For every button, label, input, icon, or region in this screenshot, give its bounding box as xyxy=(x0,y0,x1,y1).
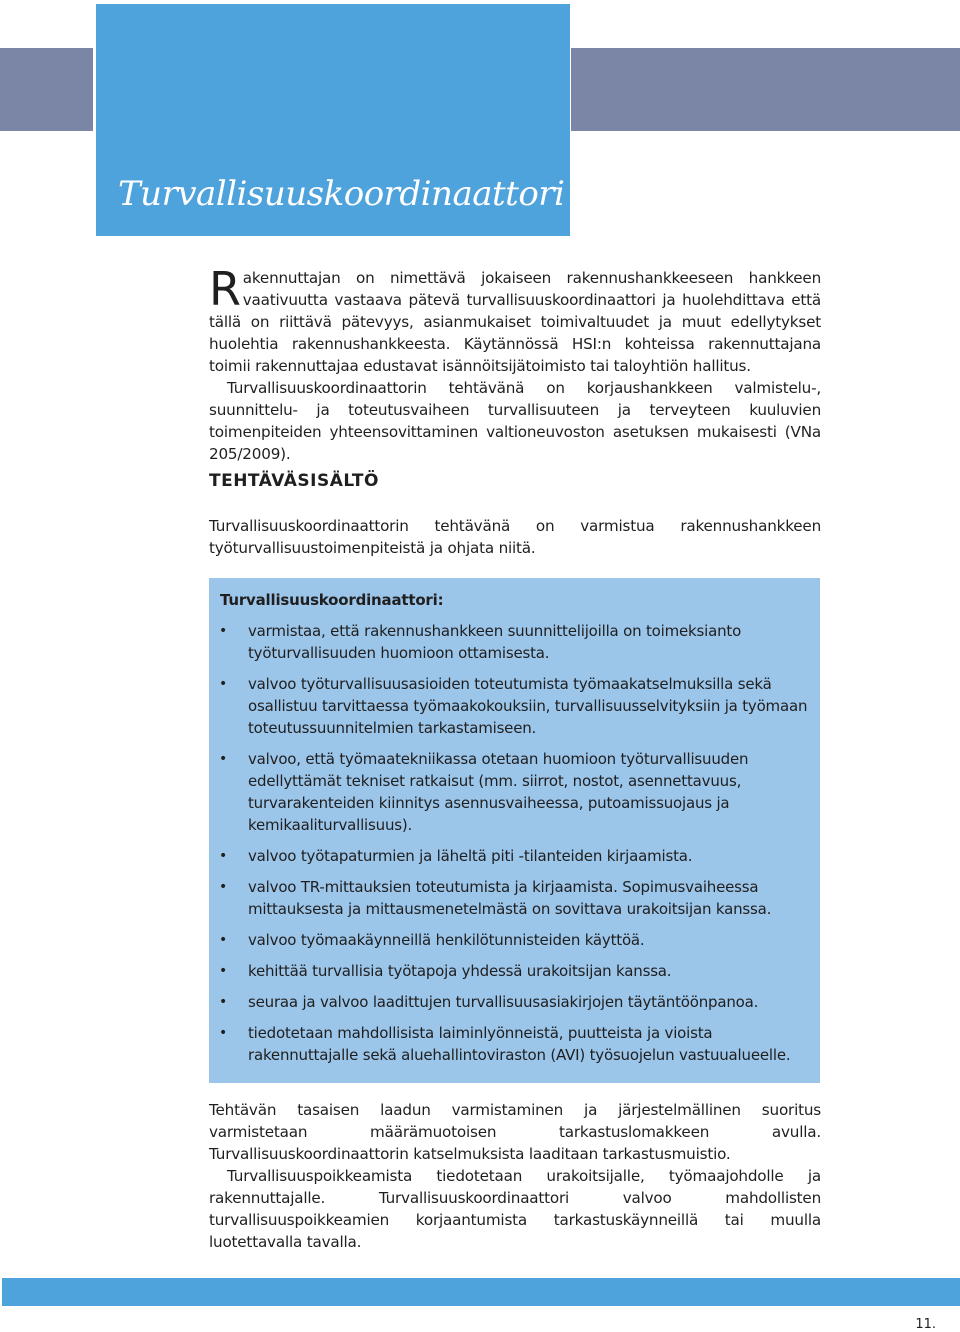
intro-paragraph-1-text: akennuttajan on nimettävä jokaiseen rakennushankkeeseen hankkeen vaativuutta vastaava pätevä turvallisuuskoordinaattori ja huolehdittava että tällä on riittävä pätevyys, asianmukaiset toimivaltuudet ja muut edellytykset huolehtia rakennushankkeesta. Käytännössä HSI:n kohteissa rakennuttajana toimii rakennuttajaa edustavat isännöitsijätoimisto tai taloyhtiön hallitus. xyxy=(209,269,821,375)
bullet-icon: • xyxy=(219,623,228,639)
section-lead: Turvallisuuskoordinaattorin tehtävänä on varmistua rakennushankkeen työturvallisuustoimenpiteistä ja ohjata niitä. xyxy=(209,517,821,557)
duties-box-title: Turvallisuuskoordinaattori: xyxy=(220,591,444,609)
bullet-icon: • xyxy=(219,676,228,692)
intro-paragraph-1 xyxy=(209,262,821,377)
list-item: • valvoo, että työmaatekniikassa otetaan huomioon työturvallisuuden edellyttämät tekniset ratkaisut (mm. siirrot, nostot, asennettavuus, turvarakenteiden kiinnitys asennusvaiheessa, putoamissuojaus ja kemikaaliturvallisuus). xyxy=(219,750,749,834)
intro-section xyxy=(209,262,821,465)
list-item: • valvoo TR-mittauksien toteutumista ja kirjaamista. Sopimusvaiheessa mittauksesta ja mittausmenetelmästä on sovittava urakoitsijan kanssa. xyxy=(219,878,772,918)
bullet-icon: • xyxy=(219,963,228,979)
bullet-icon: • xyxy=(219,994,228,1010)
section-heading: TEHTÄVÄSISÄLTÖ xyxy=(209,471,379,491)
list-item: • kehittää turvallisia työtapoja yhdessä urakoitsijan kanssa. xyxy=(219,962,672,980)
list-item: • valvoo työturvallisuusasioiden toteutumista työmaakatselmuksilla sekä osallistuu tarvittaessa työmaakokouksiin, turvallisuusselvityksiin ja työmaan toteutussuunnitelmien tarkastamiseen. xyxy=(219,675,808,737)
list-item: • tiedotetaan mahdollisista laiminlyönneistä, puutteista ja vioista rakennuttajalle sekä aluehallintoviraston (AVI) työsuojelun vastuualueelle. xyxy=(219,1024,791,1064)
page-number: 11. xyxy=(915,1317,936,1332)
list-item: • varmistaa, että rakennushankkeen suunnittelijoilla on toimeksianto työturvallisuuden huomioon ottamisesta. xyxy=(219,622,742,662)
drop-cap: R xyxy=(209,262,241,316)
intro-paragraph-2: Turvallisuuskoordinaattorin tehtävänä on korjaushankkeen valmistelu-, suunnittelu- ja toteutusvaiheen turvallisuuteen ja terveyteen kuuluvien toimenpiteiden yhteensovittaminen valtioneuvoston asetuksen mukaisesti (VNa 205/2009). xyxy=(209,379,821,463)
bullet-icon: • xyxy=(219,751,228,767)
duties-list xyxy=(219,620,813,1075)
footer-bar xyxy=(2,1278,960,1306)
outro-paragraph-2: Turvallisuuspoikkeamista tiedotetaan urakoitsijalle, työmaajohdolle ja rakennuttajalle. Turvallisuuskoordinaattori valvoo mahdollisten turvallisuuspoikkeamien korjaantumista tarkastuskäynneillä tai muulla luotettavalla tavalla. xyxy=(209,1167,821,1251)
bullet-icon: • xyxy=(219,1025,228,1041)
header-side-bar-left xyxy=(0,48,93,131)
outro-section xyxy=(209,1099,821,1253)
list-item: • seuraa ja valvoo laadittujen turvallisuusasiakirjojen täytäntöönpanoa. xyxy=(219,993,759,1011)
duties-box xyxy=(209,578,820,1083)
bullet-icon: • xyxy=(219,879,228,895)
bullet-icon: • xyxy=(219,848,228,864)
bullet-icon: • xyxy=(219,932,228,948)
title-banner xyxy=(96,4,570,236)
header-side-bar-right xyxy=(571,48,960,131)
list-item: • valvoo työmaakäynneillä henkilötunnisteiden käyttöä. xyxy=(219,931,645,949)
list-item: • valvoo työtapaturmien ja läheltä piti -tilanteiden kirjaamista. xyxy=(219,847,693,865)
outro-paragraph-1: Tehtävän tasaisen laadun varmistaminen ja järjestelmällinen suoritus varmistetaan määrämuotoisen tarkastuslomakkeen avulla. Turvallisuuskoordinaattorin katselmuksista laaditaan tarkastusmuistio. xyxy=(209,1101,821,1163)
page-title: Turvallisuuskoordinaattori xyxy=(118,174,565,214)
